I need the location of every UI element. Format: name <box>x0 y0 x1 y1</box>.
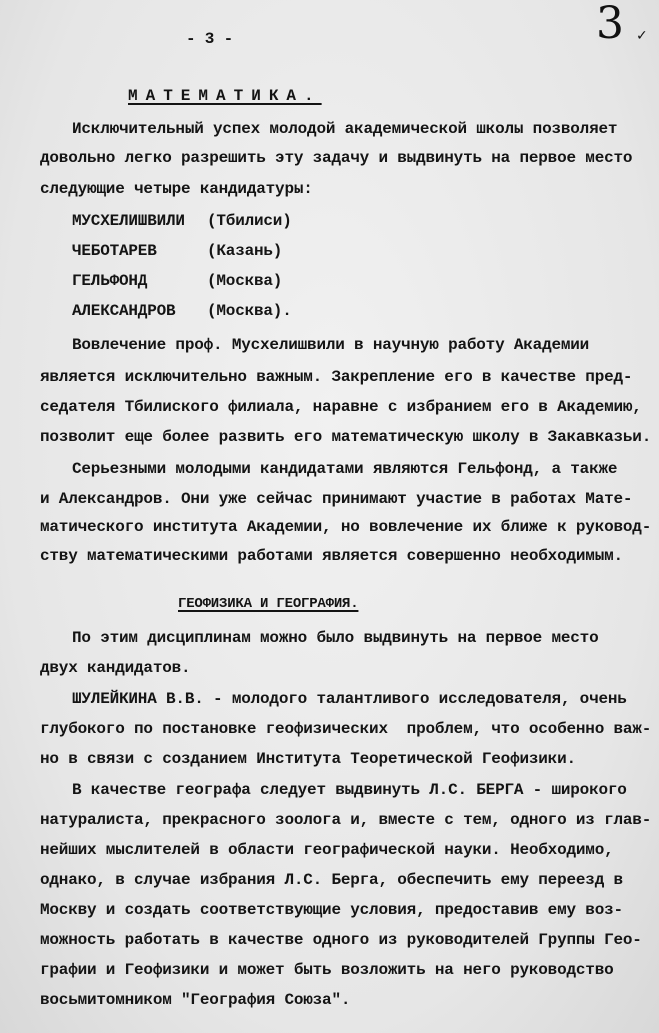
text-line: двух кандидатов. <box>40 659 191 677</box>
text-line: ству математическими работами является совершенно необходимым. <box>40 547 623 565</box>
candidate-city: (Тбилиси) <box>207 212 292 230</box>
text-line: довольно легко разрешить эту задачу и выдвинуть на первое место <box>40 149 633 167</box>
text-line: нейших мыслителей в области географической науки. Необходимо, <box>40 841 614 859</box>
handwritten-check-mark: ✓ <box>636 28 648 44</box>
candidate-city: (Москва) <box>207 272 283 290</box>
candidate-city: (Казань) <box>207 242 283 260</box>
text-line: Вовлечение проф. Мусхелишвили в научную работу Академии <box>72 336 590 354</box>
text-line: позволит еще более развить его математическую школу в Закавказьи. <box>40 428 652 446</box>
text-line: натуралиста, прекрасного зоолога и, вместе с тем, одного из глав- <box>40 811 652 829</box>
handwritten-page-number: 3 <box>596 0 624 49</box>
candidate-name: АЛЕКСАНДРОВ <box>72 302 176 320</box>
section-heading-mathematics: МАТЕМАТИКА. <box>128 87 322 105</box>
candidate-city: (Москва). <box>207 302 292 320</box>
text-line: Исключительный успех молодой академической школы позволяет <box>72 120 618 138</box>
text-line: По этим дисциплинам можно было выдвинуть на первое место <box>72 629 599 647</box>
text-line: В качестве географа следует выдвинуть Л.С. БЕРГА - широкого <box>72 781 627 799</box>
text-line: седателя Тбилиского филиала, наравне с избранием его в Академию, <box>40 398 642 416</box>
text-line: является исключительно важным. Закрепление его в качестве пред- <box>40 368 633 386</box>
text-line: Серьезными молодыми кандидатами являются Гельфонд, а также <box>72 460 618 478</box>
text-line: Москву и создать соответствующие условия, предоставив ему воз- <box>40 901 623 919</box>
text-line: однако, в случае избрания Л.С. Берга, обеспечить ему переезд в <box>40 871 623 889</box>
text-line: и Александров. Они уже сейчас принимают участие в работах Мате- <box>40 490 633 508</box>
page-number: - 3 - <box>186 30 234 48</box>
text-line: графии и Геофизики и может быть возложить на него руководство <box>40 961 614 979</box>
text-line: глубокого по постановке геофизических проблем, что особенно важ- <box>40 720 652 738</box>
candidate-name: ЧЕБОТАРЕВ <box>72 242 157 260</box>
text-line: но в связи с созданием Института Теоретической Геофизики. <box>40 750 576 768</box>
text-line: следующие четыре кандидатуры: <box>40 180 313 198</box>
candidate-name: ГЕЛЬФОНД <box>72 272 148 290</box>
text-line: восьмитомником "География Союза". <box>40 991 351 1009</box>
text-line: можность работать в качестве одного из руководителей Группы Гео- <box>40 931 642 949</box>
text-line: матического института Академии, но вовлечение их ближе к руковод- <box>40 518 652 536</box>
section-heading-geophysics-geography: ГЕОФИЗИКА И ГЕОГРАФИЯ. <box>178 596 359 612</box>
text-line: ШУЛЕЙКИНА В.В. - молодого талантливого исследователя, очень <box>72 690 627 708</box>
candidate-name: МУСХЕЛИШВИЛИ <box>72 212 185 230</box>
